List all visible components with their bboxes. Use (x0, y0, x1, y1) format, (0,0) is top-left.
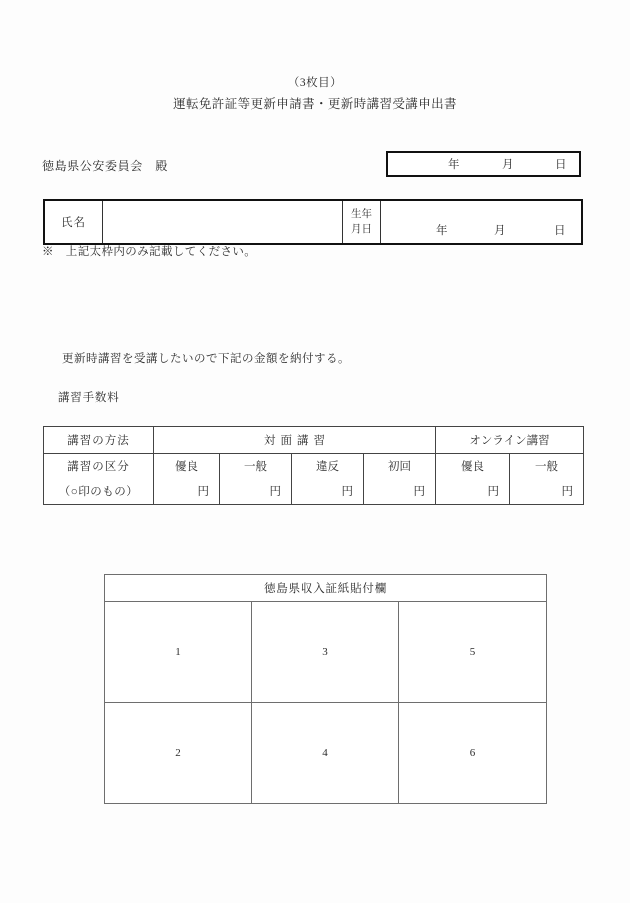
category-cell-0: 優良 (154, 454, 220, 479)
addressee-line: 徳島県公安委員会 殿 (42, 159, 169, 173)
payment-statement: 更新時講習を受講したいので下記の金額を納付する。 (62, 353, 350, 365)
category-cell-1: 一般 (220, 454, 292, 479)
stamp-cell-1[interactable]: 1 (105, 602, 252, 703)
method-inperson-cell: 対面講習 (154, 427, 436, 454)
dob-year-unit: 年 (436, 225, 448, 237)
dob-month-unit: 月 (494, 225, 506, 237)
fee-table-category-row (44, 454, 584, 479)
category-label-cell: 講習の区分 (44, 454, 154, 479)
fee-section-heading: 講習手数料 (58, 392, 120, 404)
stamp-cell-2[interactable]: 2 (105, 703, 252, 804)
fee-table-amount-row (44, 478, 584, 505)
method-label-cell: 講習の方法 (44, 427, 154, 454)
dob-label-line2: 月日 (351, 224, 372, 235)
dob-input-field[interactable] (381, 201, 581, 243)
dob-label (343, 201, 381, 243)
amount-cell-4[interactable]: 円 (436, 478, 510, 505)
amount-cell-5[interactable]: 円 (510, 478, 584, 505)
category-sublabel-cell: （○印のもの） (44, 478, 154, 505)
amount-cell-0[interactable]: 円 (154, 478, 220, 505)
title-block (0, 74, 630, 114)
name-label: 氏名 (45, 201, 103, 243)
stamp-cell-6[interactable]: 6 (399, 703, 547, 804)
revenue-stamp-table (104, 574, 547, 804)
fee-table-method-row (44, 427, 584, 454)
category-cell-4: 優良 (436, 454, 510, 479)
dob-label-line1: 生年 (351, 209, 372, 220)
amount-cell-2[interactable]: 円 (292, 478, 364, 505)
applicant-info-table (43, 199, 583, 245)
date-day-unit: 日 (555, 159, 567, 171)
method-online-cell: オンライン講習 (436, 427, 584, 454)
stamp-cell-4[interactable]: 4 (252, 703, 399, 804)
document-title: 運転免許証等更新申請書・更新時講習受講申出書 (173, 97, 457, 111)
dob-day-unit: 日 (554, 225, 566, 237)
stamp-table-header: 徳島県収入証紙貼付欄 (105, 575, 547, 602)
category-cell-2: 違反 (292, 454, 364, 479)
date-year-unit: 年 (448, 159, 460, 171)
form-note: ※ 上記太枠内のみ記載してください。 (42, 246, 257, 258)
category-cell-3: 初回 (364, 454, 436, 479)
stamp-cell-3[interactable]: 3 (252, 602, 399, 703)
date-month-unit: 月 (502, 159, 514, 171)
stamp-table-row (105, 602, 547, 703)
stamp-cell-5[interactable]: 5 (399, 602, 547, 703)
course-fee-table (43, 426, 584, 505)
name-input-field[interactable] (103, 201, 343, 243)
application-date-inner (389, 154, 578, 174)
application-date-box[interactable] (386, 151, 581, 177)
category-cell-5: 一般 (510, 454, 584, 479)
sheet-label: （3枚目） (287, 77, 343, 89)
stamp-table-row (105, 703, 547, 804)
amount-cell-3[interactable]: 円 (364, 478, 436, 505)
stamp-table-header-row (105, 575, 547, 602)
amount-cell-1[interactable]: 円 (220, 478, 292, 505)
